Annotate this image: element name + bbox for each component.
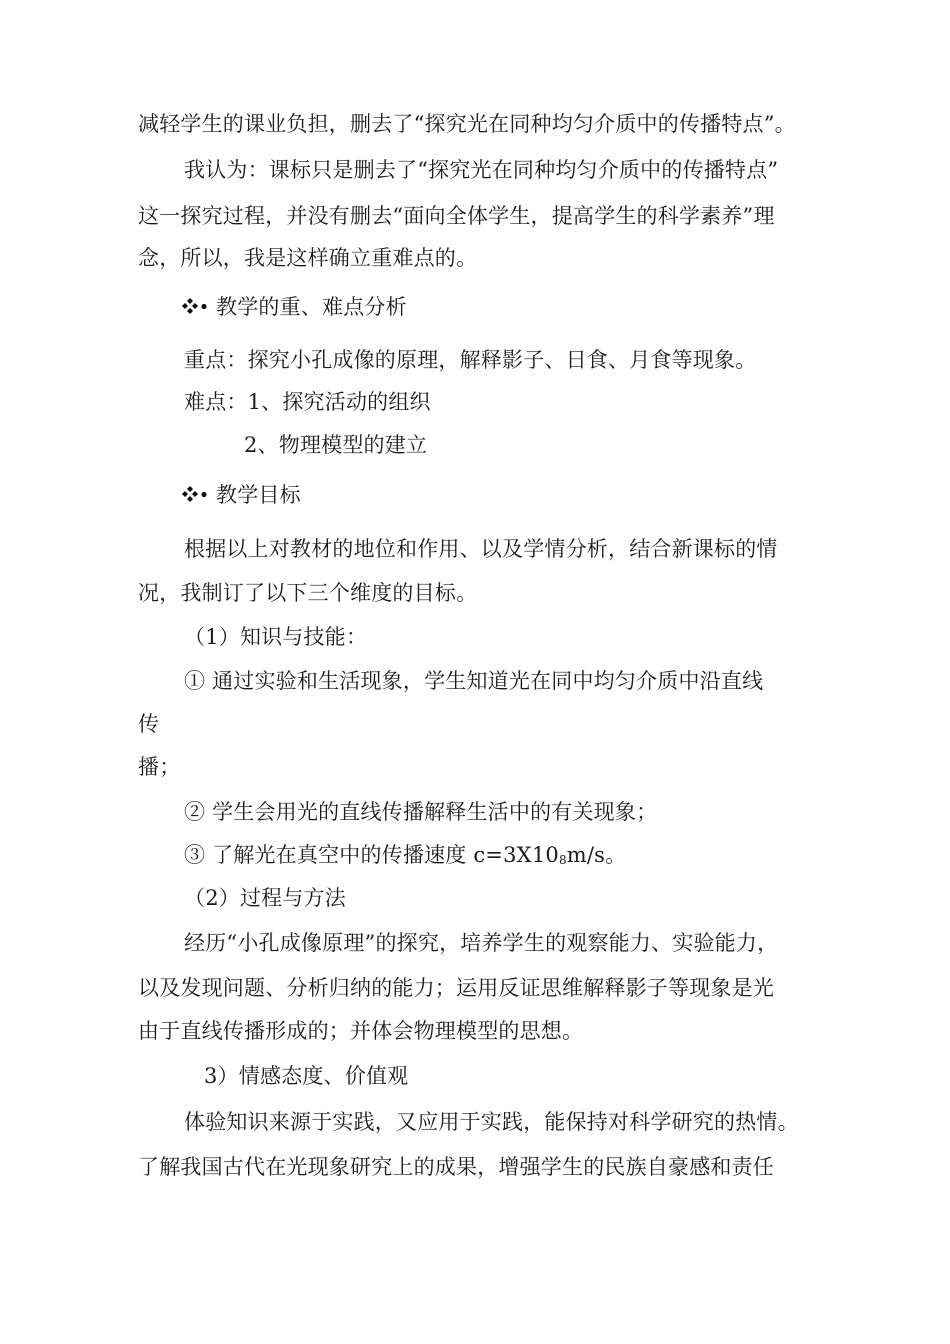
list-item: ② 学生会用光的直线传播解释生活中的有关现象；	[184, 800, 658, 824]
difficulty-line: 2、物理模型的建立	[244, 433, 428, 457]
subsection-title: 3）情感态度、价值观	[204, 1064, 409, 1088]
exponent: 8	[558, 853, 567, 867]
four-diamond-bullet-icon	[182, 485, 214, 505]
speed-text: ③ 了解光在真空中的传播速度 c=3X10	[184, 843, 559, 867]
subsection-title: （1）知识与技能：	[184, 625, 368, 649]
text-line: 经历“小孔成像原理”的探究，培养学生的观察能力、实验能力，	[184, 931, 779, 955]
speed-unit: m/s。	[566, 843, 627, 867]
text-line: 体验知识来源于实践，又应用于实践，能保持对科学研究的热情。	[184, 1110, 799, 1134]
difficulty-line: 难点：1、探究活动的组织	[184, 390, 431, 414]
section-heading-objectives	[182, 481, 301, 509]
key-point-line: 重点：探究小孔成像的原理，解释影子、日食、月食等现象。	[184, 348, 757, 372]
section-heading-text: 教学目标	[216, 483, 301, 507]
section-heading-text: 教学的重、难点分析	[216, 295, 407, 319]
list-item: ① 通过实验和生活现象，学生知道光在同中均匀介质中沿直线	[184, 669, 764, 693]
text-line: 减轻学生的课业负担，删去了“探究光在同种均匀介质中的传播特点”。	[138, 112, 796, 136]
list-item-continuation: 传	[138, 712, 160, 736]
section-heading-key-points	[182, 293, 407, 321]
list-item	[184, 841, 626, 872]
text-line: 了解我国古代在光现象研究上的成果，增强学生的民族自豪感和责任	[138, 1155, 774, 1179]
text-line: 由于直线传播形成的；并体会物理模型的思想。	[138, 1019, 584, 1043]
text-line: 况，我制订了以下三个维度的目标。	[138, 581, 478, 605]
list-item-continuation: 播；	[138, 755, 181, 779]
four-diamond-bullet-icon	[182, 297, 214, 317]
text-line: 我认为：课标只是删去了“探究光在同种均匀介质中的传播特点”	[184, 158, 779, 182]
text-line: 这一探究过程，并没有删去“面向全体学生，提高学生的科学素养”理	[138, 204, 775, 228]
text-line: 以及发现问题、分析归纳的能力；运用反证思维解释影子等现象是光	[138, 976, 774, 1000]
text-line: 念，所以，我是这样确立重难点的。	[138, 246, 478, 270]
text-line: 根据以上对教材的地位和作用、以及学情分析，结合新课标的情	[184, 537, 778, 561]
subsection-title: （2）过程与方法	[184, 886, 346, 910]
